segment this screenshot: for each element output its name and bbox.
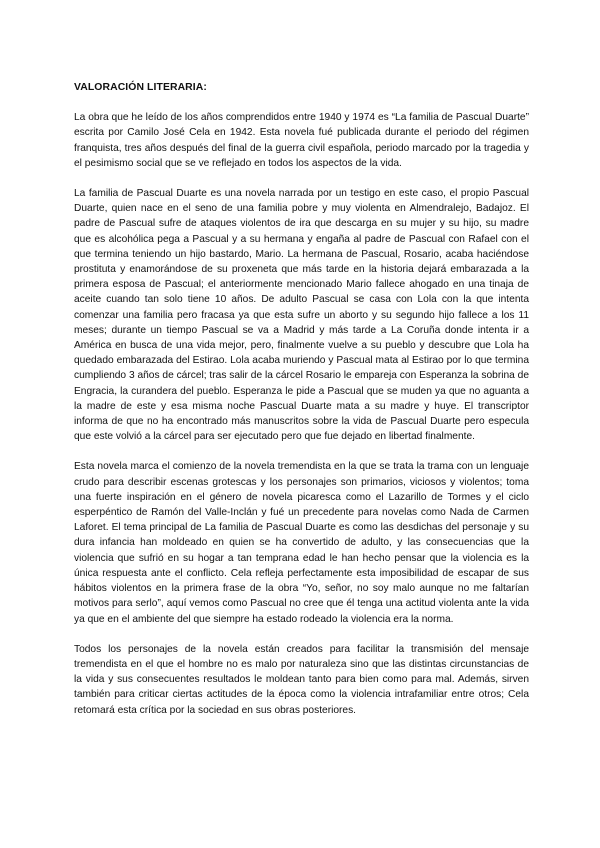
section-heading: VALORACIÓN LITERARIA:	[74, 82, 207, 93]
document-page	[74, 80, 529, 733]
paragraph-tremendismo: Esta novela marca el comienzo de la novela tremendista en la que se trata la trama con un lenguaje crudo para describir escenas grotescas y los personajes son primarios, viciosos y violentos; toma una fuerte inspiración en el género de novela picaresca como el Lazarillo de Tormes y el ciclo esperpéntico de Ramón del Valle-Inclán y fué un precedente para novelas como Nada de Carmen Laforet. El tema principal de La familia de Pascual Duarte es como las desdichas del personaje y su dura infancia han moldeado en quien se ha convertido de adulto, y las consecuencias que la violencia que sufrió en su hogar a tan temprana edad le han hecho pensar que la violencia es la única respuesta ante el conflicto. Cela refleja perfectamente esta imposibilidad de escapar de sus hábitos violentos en la primera frase de la obra “Yo, señor, no soy malo aunque no me faltarían motivos para serlo”, aquí vemos como Pascual no cree que él tenga una actitud violenta ante la vida ya que en el ambiente del que siempre ha estado rodeado la violencia era la norma.	[74, 461, 529, 625]
paragraph-plot-summary: La familia de Pascual Duarte es una novela narrada por un testigo en este caso, el propio Pascual Duarte, quien nace en el seno de una familia pobre y muy violenta en Almendralejo, Badajoz. El padre de Pascual sufre de ataques violentos de ira que descarga en su mujer y su hijo, su madre que es alcohólica pega a Pascual y a su hermana y engaña al padre de Pascual con Rafael con el que termina teniendo un hijo bastardo, Mario. La hermana de Pascual, Rosario, acaba haciéndose prostituta y enamorándose de su proxeneta que más tarde en la historia dejará embarazada a la primera esposa de Pascual; el anteriormente mencionado Mario fallece ahogado en una tinaja de aceite cuando tan solo tiene 10 años. De adulto Pascual se casa con Lola con la que intenta comenzar una familia pero fracasa ya que esta sufre un aborto y su segundo hijo fallece a los 11 meses; durante un tiempo Pascual se va a Madrid y más tarde a La Coruña donde intenta ir a América en busca de una vida mejor, pero, finalmente vuelve a su pueblo y descubre que Lola ha quedado embarazada del Estirao. Lola acaba muriendo y Pascual mata al Estirao por lo que termina cumpliendo 3 años de cárcel; tras salir de la cárcel Rosario le empareja con Esperanza la sobrina de Engracia, la curandera del pueblo. Esperanza le pide a Pascual que se muden ya que no aguanta a la madre de este y esa misma noche Pascual Duarte mata a su madre y huye. El transcriptor informa de que no ha encontrado más manuscritos sobre la vida de Pascual Duarte pero especula que este volvió a la cárcel para ser ejecutado pero que fue dejado en libertad finalmente.	[74, 188, 529, 443]
paragraph-characters: Todos los personajes de la novela están creados para facilitar la transmisión del mensaje tremendista en el que el hombre no es malo por naturaleza sino que las distintas circunstancias de la vida y sus consecuentes resultados le moldean tanto para bien como para mal. Además, sirven también para criticar ciertas actitudes de la época como la violencia intrafamiliar entre otros; Cela retomará esta crítica por la sociedad en sus obras posteriores.	[74, 643, 529, 716]
paragraph-intro: La obra que he leído de los años comprendidos entre 1940 y 1974 es “La familia de Pascual Duarte” escrita por Camilo José Cela en 1942. Esta novela fué publicada durante el periodo del régimen franquista, tres años después del final de la guerra civil española, periodo marcado por la tragedia y el pesimismo social que se ve reflejado en todos los aspectos de la vida.	[74, 112, 529, 169]
